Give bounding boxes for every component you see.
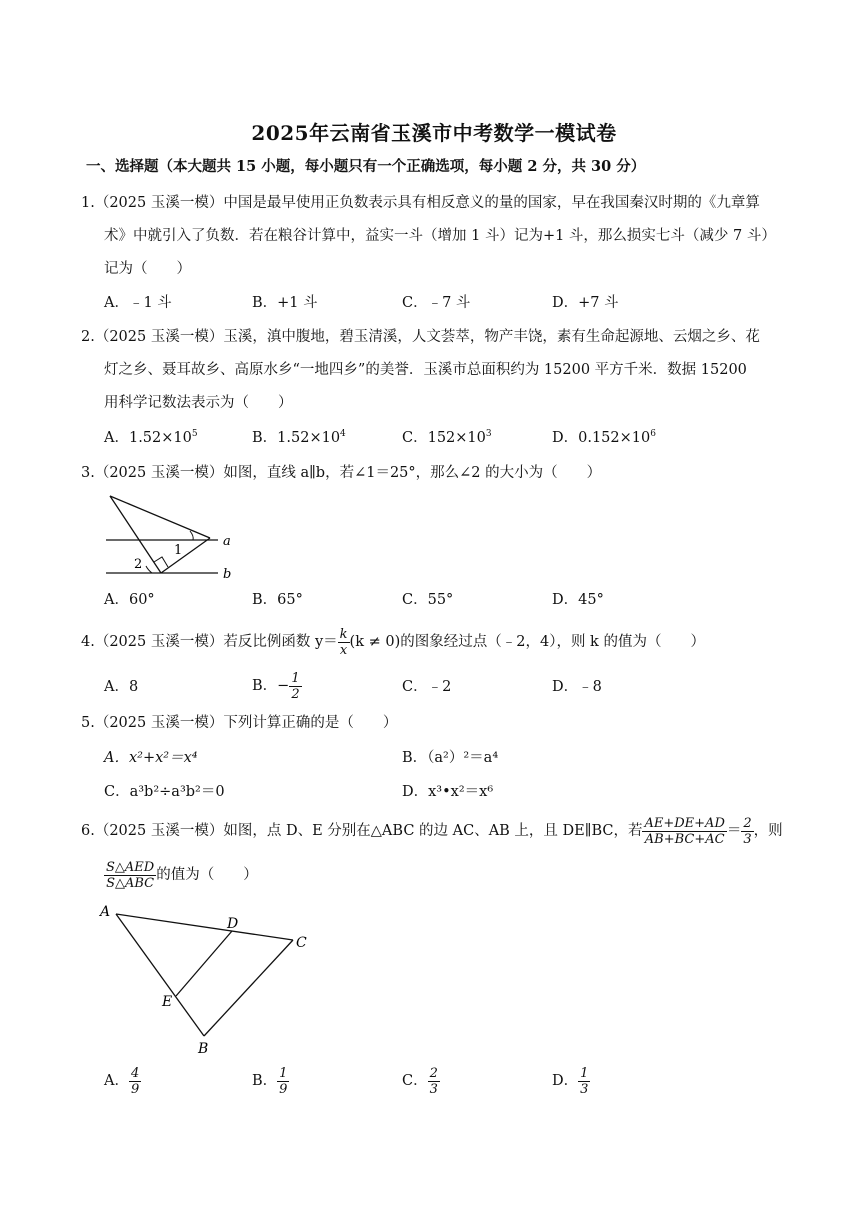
question-4-option-c[interactable]: C．﹣2 (402, 679, 452, 695)
option-d-base: D．0.152×10 (552, 430, 651, 446)
option-c-exponent: 3 (485, 429, 492, 439)
fraction-numerator: AE+DE+AD (644, 815, 725, 831)
option-c-fraction (428, 1066, 440, 1097)
option-b-label: B． (252, 1073, 278, 1089)
side-ab (116, 914, 204, 1036)
segment-de (176, 931, 232, 996)
fraction-numerator: S△AED (106, 859, 155, 875)
ratio-value-fraction (741, 816, 753, 847)
vertex-b-label: B (198, 1041, 209, 1057)
question-5-option-d[interactable]: D．x³•x²＝x⁶ (402, 784, 494, 800)
triangle-abc-figure (96, 900, 326, 1060)
fraction-denominator: AB+BC+AC (644, 831, 725, 847)
question-6-option-b[interactable] (252, 1064, 289, 1098)
option-b-base: B．1.52×10 (252, 430, 341, 446)
page-title: 2025年云南省玉溪市中考数学一模试卷 (251, 121, 617, 145)
question-1-option-b[interactable]: B．+1 斗 (252, 295, 318, 311)
question-6-option-d[interactable] (552, 1064, 590, 1098)
question-4-stem (81, 625, 705, 659)
option-d-label: D． (552, 1073, 579, 1089)
question-4-option-a[interactable]: A．8 (104, 679, 139, 695)
option-b-fraction (289, 671, 301, 702)
question-6-option-c[interactable] (402, 1064, 440, 1098)
question-6-option-a[interactable] (104, 1064, 141, 1098)
option-c-label: C． (402, 1073, 428, 1089)
q6-line-2-tail: 的值为（ ） (156, 867, 258, 883)
point-d-label: D (227, 916, 239, 932)
question-1-line-3: 记为（ ） (104, 261, 191, 277)
question-2-option-d[interactable] (552, 428, 656, 448)
question-3-option-b[interactable]: B．65° (252, 592, 303, 608)
k-over-x-fraction (338, 627, 350, 658)
fraction-numerator: 2 (743, 815, 752, 831)
question-1-option-a[interactable]: A．﹣1 斗 (104, 295, 172, 311)
question-3-option-c[interactable]: C．55° (402, 592, 454, 608)
question-3-option-a[interactable]: A．60° (104, 592, 155, 608)
question-4-option-d[interactable]: D．﹣8 (552, 679, 602, 695)
fraction-numerator: 1 (291, 670, 300, 686)
question-1-line-1: 1.（2025 玉溪一模）中国是最早使用正负数表示具有相反意义的量的国家，早在我国秦汉时期的《九章算 (81, 195, 760, 211)
question-2-option-c[interactable] (402, 428, 492, 448)
area-ratio-fraction (104, 860, 156, 891)
section-heading: 一、选择题（本大题共 15 小题，每小题只有一个正确选项，每小题 2 分，共 30 分） (86, 158, 646, 175)
fraction-numerator: 1 (279, 1065, 288, 1081)
angle-2-arc (146, 566, 152, 573)
question-2-option-b[interactable] (252, 428, 346, 448)
option-d-fraction (578, 1066, 590, 1097)
question-3-line-1: 3.（2025 玉溪一模）如图，直线 a∥b，若∠1＝25°，那么∠2 的大小为（ ） (81, 465, 602, 481)
fraction-denominator: 3 (429, 1081, 438, 1097)
option-a-label: A． (104, 1073, 129, 1089)
option-b-label: B．− (252, 678, 290, 694)
fraction-denominator: 2 (291, 686, 300, 702)
question-2-line-1: 2.（2025 玉溪一模）玉溪，滇中腹地，碧玉清溪，人文荟萃，物产丰饶，素有生命起源地、云烟之乡、花 (81, 329, 760, 345)
fraction-numerator: 4 (130, 1065, 140, 1081)
option-a-base: A．1.52×10 (104, 430, 192, 446)
q6-prefix: 6.（2025 玉溪一模）如图，点 D、E 分别在△ABC 的边 AC、AB 上，且 DE∥BC，若 (81, 823, 643, 839)
fraction-denominator: 9 (130, 1081, 140, 1097)
label-2: 2 (134, 557, 143, 572)
question-5-option-c[interactable]: C．a³b²÷a³b²＝0 (104, 784, 225, 800)
question-6-line-2 (104, 856, 258, 894)
triangle-side-right (161, 538, 210, 573)
option-d-exponent: 6 (650, 429, 656, 439)
vertex-a-label: A (100, 904, 111, 920)
fraction-numerator: k (339, 626, 348, 642)
question-5-option-a[interactable]: A．x²+x²＝x⁴ (104, 750, 198, 766)
q4-suffix: (k ≠ 0)的图象经过点（﹣2，4），则 k 的值为（ ） (349, 634, 705, 650)
side-bc (204, 940, 293, 1036)
question-1-option-d[interactable]: D．+7 斗 (552, 295, 619, 311)
fraction-numerator: 2 (429, 1065, 438, 1081)
question-6-stem (81, 812, 783, 850)
question-5-line-1: 5.（2025 玉溪一模）下列计算正确的是（ ） (81, 715, 398, 731)
parallel-lines-figure (98, 486, 248, 586)
label-a: a (223, 534, 231, 549)
fraction-denominator: 3 (580, 1081, 589, 1097)
question-5-option-b[interactable]: B．（a²）²＝a⁴ (402, 750, 499, 766)
option-b-fraction (277, 1066, 289, 1097)
question-2-line-2: 灯之乡、聂耳故乡、高原水乡“一地四乡”的美誉．玉溪市总面积约为 15200 平方千米．数据 15200 (104, 362, 747, 378)
triangle-side-top (110, 496, 210, 538)
question-3-option-d[interactable]: D．45° (552, 592, 604, 608)
option-c-base: C．152×10 (402, 430, 486, 446)
question-2-line-3: 用科学记数法表示为（ ） (104, 395, 293, 411)
angle-1-arc (190, 531, 193, 540)
fraction-numerator: 1 (580, 1065, 589, 1081)
q4-prefix: 4.（2025 玉溪一模）若反比例函数 y＝ (81, 634, 338, 650)
option-a-exponent: 5 (191, 429, 198, 439)
equals-sign: ＝ (726, 823, 742, 839)
fraction-denominator: 3 (743, 831, 752, 847)
point-e-label: E (162, 994, 173, 1010)
label-b: b (223, 567, 232, 582)
q6-tail: ，则 (753, 823, 783, 839)
fraction-denominator: x (339, 642, 348, 658)
question-1-option-c[interactable]: C．﹣7 斗 (402, 295, 471, 311)
option-b-exponent: 4 (340, 429, 346, 439)
label-1: 1 (174, 543, 183, 558)
question-1-line-2: 术》中就引入了负数．若在粮谷计算中，益实一斗（增加 1 斗）记为+1 斗，那么损实七斗（减少 7 斗） (104, 228, 776, 244)
question-2-option-a[interactable] (104, 428, 198, 448)
vertex-c-label: C (296, 935, 307, 951)
fraction-denominator: S△ABC (106, 875, 155, 891)
question-4-option-b[interactable] (252, 669, 302, 703)
side-ac (116, 914, 293, 940)
option-a-fraction (129, 1066, 141, 1097)
fraction-denominator: 9 (279, 1081, 288, 1097)
perimeter-ratio-fraction (642, 816, 726, 847)
